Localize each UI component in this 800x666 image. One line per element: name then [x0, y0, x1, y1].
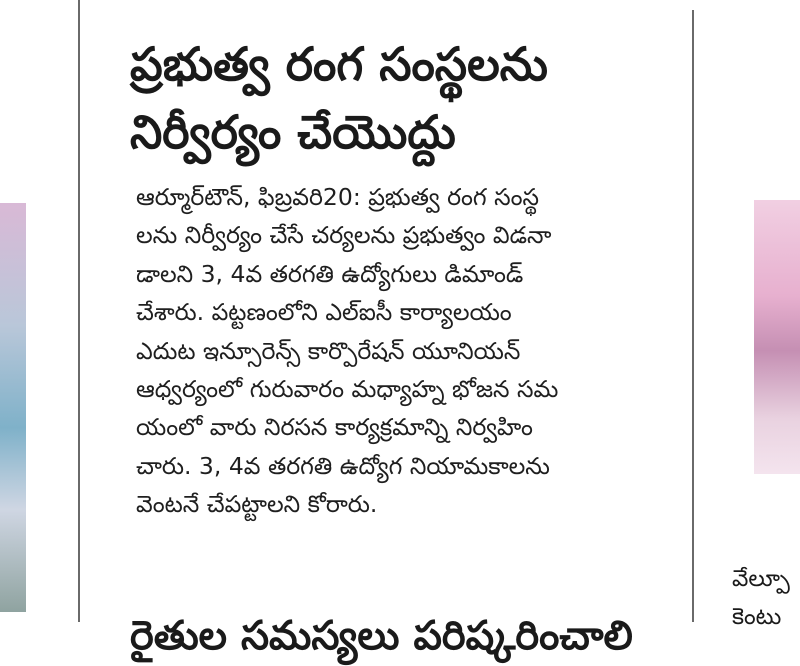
side-text-line: కెంటు: [732, 604, 782, 630]
headline-line: నిర్వీర్యం చేయొద్దు: [130, 105, 456, 159]
right-column-text: [732, 560, 800, 630]
body-line: ఎదుట ఇన్సూరెన్స్ కార్పొరేషన్ యూనియన్: [136, 336, 521, 365]
body-line: డాలని 3, 4వ తరగతి ఉద్యోగులు డిమాండ్: [136, 259, 524, 288]
left-column-photo: [0, 203, 26, 612]
body-line: ఆర్మూర్‌టౌన్, ఫిబ్రవరి20: ప్రభుత్వ రంగ సంస్థ: [136, 183, 539, 211]
right-column-photo: [754, 200, 800, 474]
news-article: [130, 30, 670, 524]
headline-line: ప్రభుత్వ రంగ సంస్థలను: [130, 37, 548, 91]
body-line: వెంటనే చేపట్టాలని కోరారు.: [136, 490, 378, 519]
body-line: చేశారు. పట్టణంలోని ఎల్‌ఐసీ కార్యాలయం: [136, 298, 512, 327]
column-divider-left: [78, 0, 80, 622]
body-line: చారు. 3, 4వ తరగతి ఉద్యోగ నియామకాలను: [136, 451, 550, 480]
next-article-headline: రైతుల సమస్యలు పరిష్కరించాలి: [130, 613, 633, 659]
column-divider-right: [692, 10, 694, 622]
body-line: ఆధ్వర్యంలో గురువారం మధ్యాహ్న భోజన సమ: [136, 374, 559, 403]
body-line: యంలో వారు నిరసన కార్యక్రమాన్ని నిర్వహిం: [136, 413, 533, 442]
side-text-line: వేల్పూ: [732, 566, 790, 592]
article-headline: [130, 30, 670, 166]
body-line: లను నిర్వీర్యం చేసే చర్యలను ప్రభుత్వం విడనా: [136, 221, 552, 250]
article-body: [136, 178, 670, 524]
